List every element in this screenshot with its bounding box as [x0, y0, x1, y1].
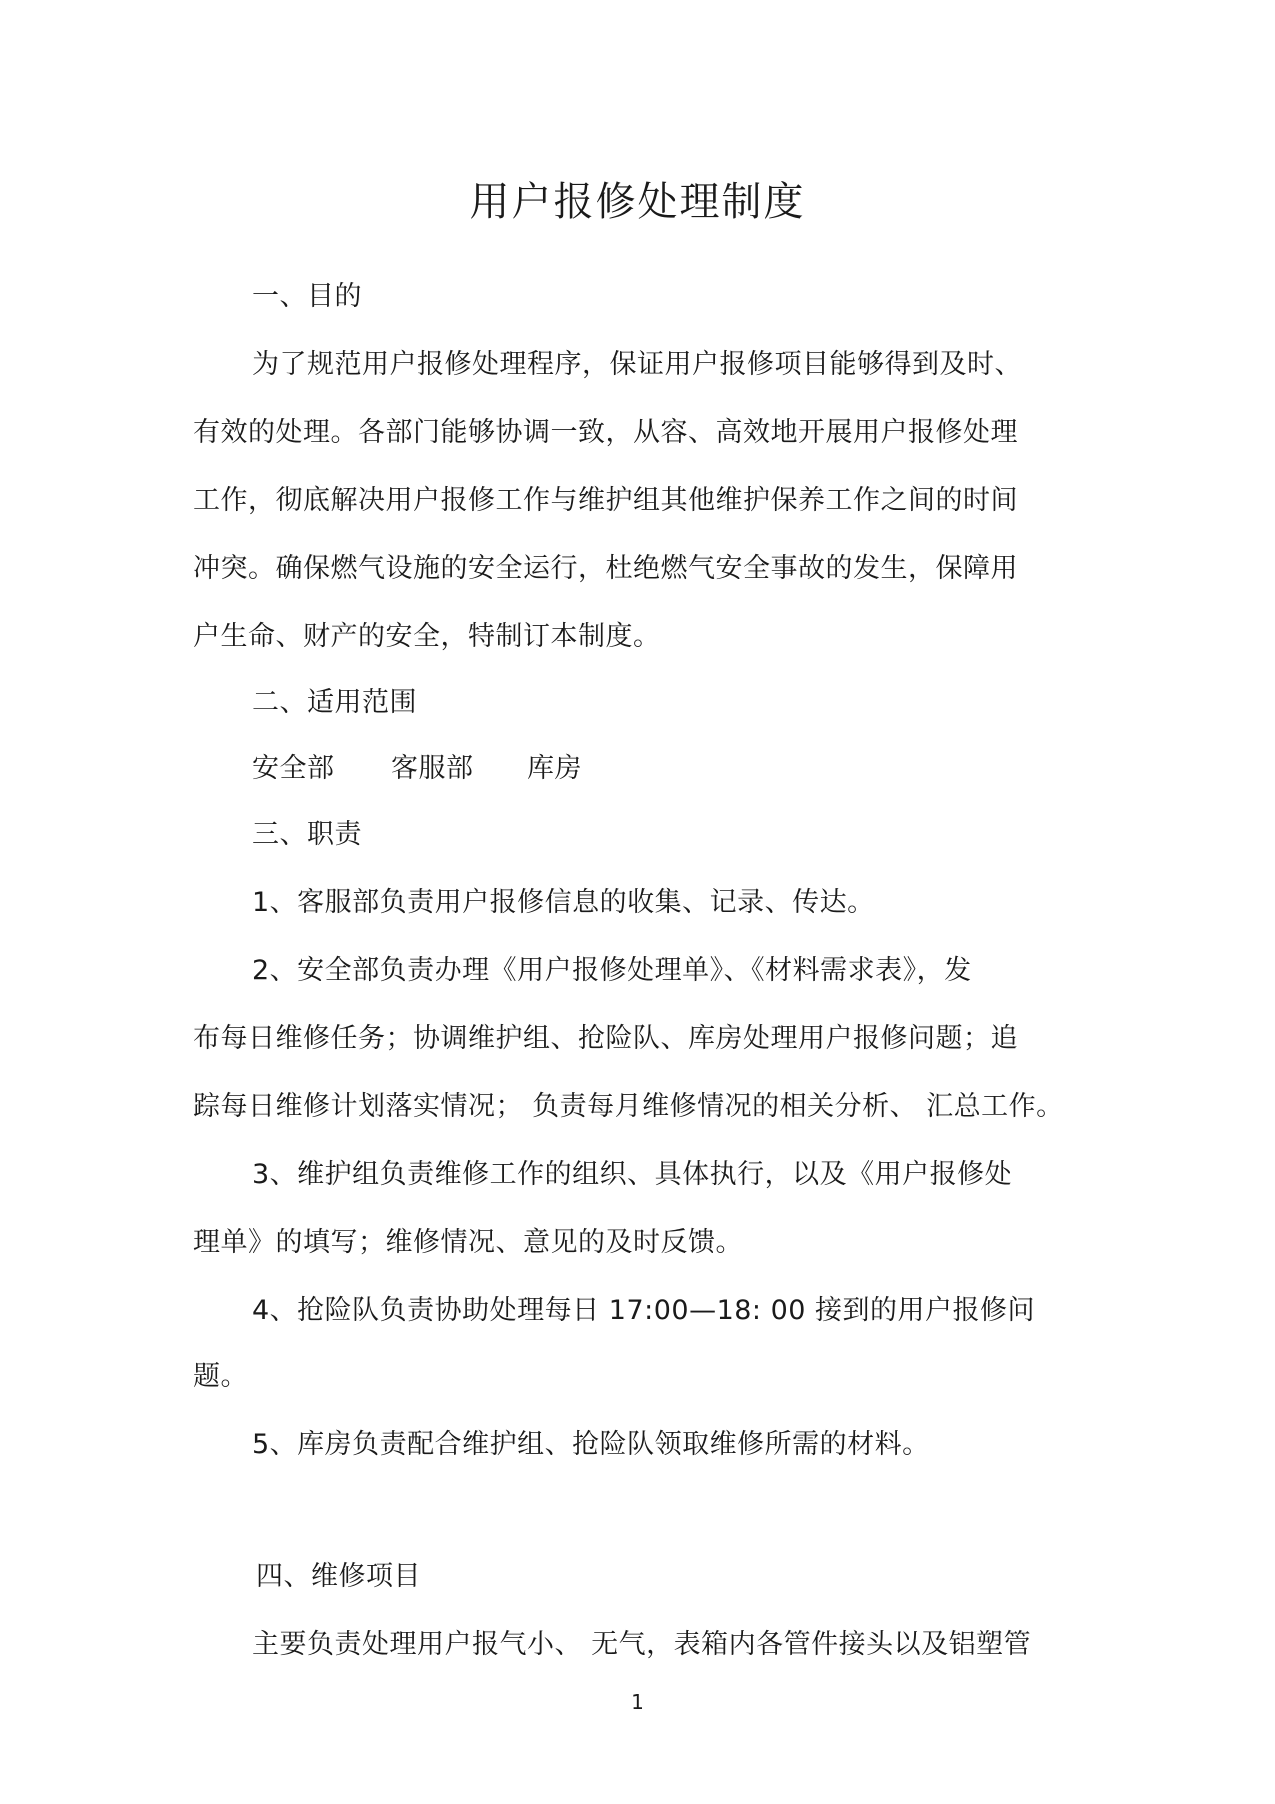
paragraph-line: 户生命、财产的安全，特制订本制度。: [193, 621, 661, 652]
page-number: 1: [631, 1690, 644, 1714]
duty-item: 3、维护组负责维修工作的组织、具体执行，以及《用户报修处: [252, 1159, 1013, 1190]
duty-item: 5、库房负责配合维护组、抢险队领取维修所需的材料。: [252, 1429, 930, 1460]
paragraph-line: 有效的处理。各部门能够协调一致，从容、高效地开展用户报修处理: [193, 417, 1018, 448]
duty-item-continued: 布每日维修任务；协调维护组、抢险队、库房处理用户报修问题；追: [193, 1023, 1018, 1054]
section-heading-scope: 二、适用范围: [252, 687, 417, 718]
paragraph-line: 冲突。确保燃气设施的安全运行，杜绝燃气安全事故的发生，保障用: [193, 553, 1018, 584]
paragraph-line: 主要负责处理用户报气小、 无气，表箱内各管件接头以及铝塑管: [252, 1629, 1032, 1660]
duty-item: 4、抢险队负责协助处理每日 17:00—18: 00 接到的用户报修问: [252, 1295, 1036, 1326]
duty-item: 1、客服部负责用户报修信息的收集、记录、传达。: [252, 887, 875, 918]
duty-item: 2、安全部负责办理《用户报修处理单》、《材料需求表》，发: [252, 955, 972, 986]
duty-item-continued: 理单》的填写；维修情况、意见的及时反馈。: [193, 1227, 743, 1258]
paragraph-line: 为了规范用户报修处理程序，保证用户报修项目能够得到及时、: [252, 349, 1022, 380]
department-customer-service: 客服部: [391, 753, 474, 784]
department-warehouse: 库房: [527, 753, 582, 784]
section-heading-duties: 三、职责: [252, 819, 362, 850]
section-heading-purpose: 一、目的: [252, 281, 362, 312]
duty-item-continued: 踪每日维修计划落实情况； 负责每月维修情况的相关分析、 汇总工作。: [193, 1091, 1064, 1122]
section-heading-repair-items: 四、维修项目: [256, 1561, 421, 1592]
department-safety: 安全部: [252, 753, 335, 784]
paragraph-line: 工作，彻底解决用户报修工作与维护组其他维护保养工作之间的时间: [193, 485, 1018, 516]
document-title: 用户报修处理制度: [469, 179, 806, 225]
duty-item-continued: 题。: [193, 1361, 248, 1392]
